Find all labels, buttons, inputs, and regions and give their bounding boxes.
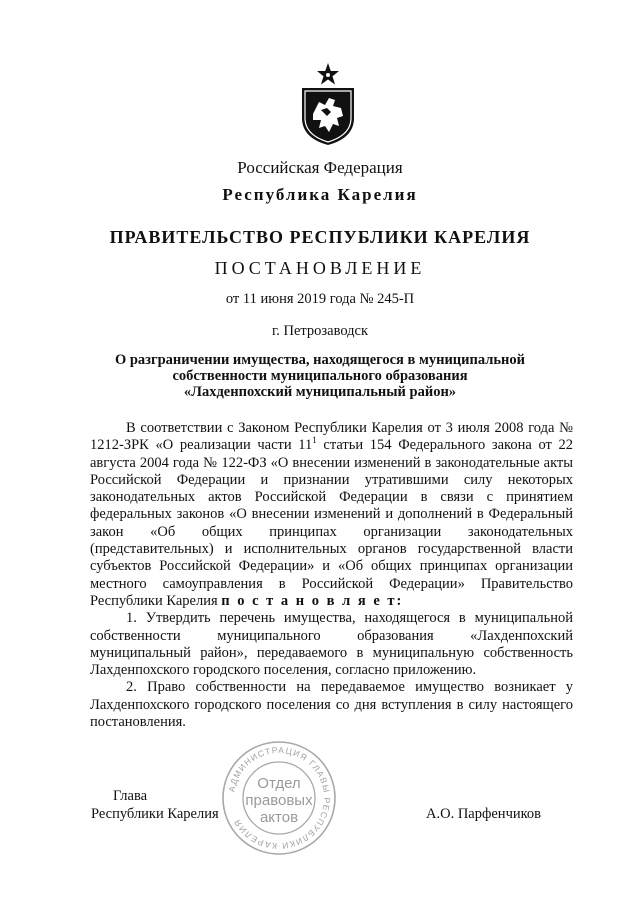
decides-word: п о с т а н о в л я е т <box>221 592 397 609</box>
preamble-text-cont: статьи 154 Федерального закона от 22 августа 2004 года № 122-ФЗ «О внесении изменений в законодательные акты Российской Федерации и признании утратившими силу некоторых законодательных актов Российской Федерации в связи с принятием федеральных законов «О внесении изменений и дополнений в Федеральный закон «Об общих принципах организации законодательных (представительных) и исполнительных органов государственной власти субъектов Российской Федерации» и «Об общих принципах организации местного самоуправления в Российской Федерации» Правительство Республики Карелия <box>90 437 573 609</box>
decree-date: от 11 июня 2019 года № 245-П <box>225 291 415 307</box>
country-name: Российская Федерация <box>237 158 403 177</box>
preamble-text: В соответствии с Законом Республики Карелия от 3 июля 2008 года № 1212-ЗРК «О реализации части 11 <box>90 420 573 454</box>
coat-of-arms-icon <box>299 62 357 146</box>
signatory-role-line2: Республики Карелия <box>91 806 219 822</box>
decree-subject <box>80 352 560 400</box>
item-1-paragraph: 1. Утвердить перечень имущества, находящегося в муниципальной собственности муниципального образования «Лахденпохский муниципальный район», передаваемого в муниципальную собственность Лахденпохского городского поселения, согласно приложению. <box>90 610 573 679</box>
document-type: ПОСТАНОВЛЕНИЕ <box>214 258 426 278</box>
preamble-superscript: 1 <box>312 435 317 446</box>
decides-colon: : <box>396 592 404 609</box>
subject-line: «Лахденпохский муниципальный район» <box>183 384 457 400</box>
decree-body <box>90 420 573 731</box>
item-2-paragraph: 2. Право собственности на передаваемое имущество возникает у Лахденпохского городского поселения со дня вступления в силу настоящего постановления. <box>90 679 573 731</box>
government-name: ПРАВИТЕЛЬСТВО РЕСПУБЛИКИ КАРЕЛИЯ <box>109 227 531 247</box>
stamp-line: правовых <box>245 792 313 809</box>
signatory-role: Глава <box>113 788 148 804</box>
emblem-star <box>317 63 339 85</box>
stamp-ring-text: АДМИНИСТРАЦИЯ ГЛАВЫ РЕСПУБЛИКИ КАРЕЛИЯ <box>226 744 333 852</box>
subject-line: О разграничении имущества, находящегося в муниципальной <box>114 352 526 368</box>
subject-line: собственности муниципального образования <box>172 368 468 384</box>
legal-department-stamp <box>219 738 339 858</box>
city: г. Петрозаводск <box>271 323 369 339</box>
stamp-line: Отдел <box>257 775 301 792</box>
stamp-center-text <box>219 775 339 826</box>
stamp-line: актов <box>259 809 299 826</box>
signatory-name: А.О. Парфенчиков <box>426 806 542 822</box>
republic-name: Республика Карелия <box>222 185 418 204</box>
preamble-paragraph <box>90 420 573 610</box>
